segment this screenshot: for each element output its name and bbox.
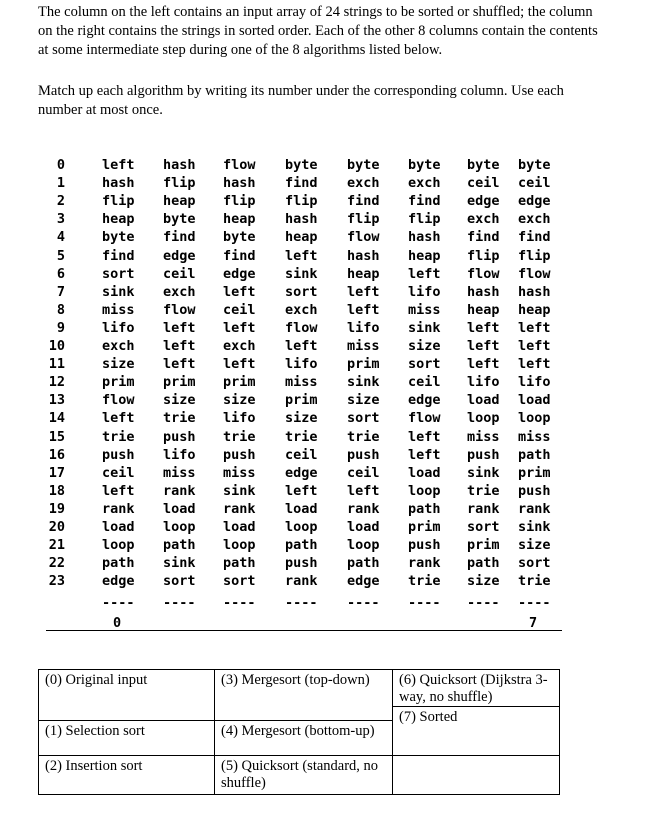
- string-cell: flip: [467, 247, 500, 264]
- string-cell: edge: [518, 193, 551, 210]
- row-index: 4: [56, 229, 65, 246]
- string-cell: flip: [223, 193, 256, 210]
- string-cell: trie: [223, 428, 256, 445]
- string-cell: prim: [163, 374, 196, 391]
- strings-table: [0, 156, 671, 631]
- string-cell: trie: [347, 428, 380, 445]
- string-cell: edge: [408, 392, 441, 409]
- string-cell: push: [102, 446, 135, 463]
- string-cell: lifo: [102, 319, 135, 336]
- string-cell: find: [408, 193, 441, 210]
- string-cell: miss: [408, 301, 441, 318]
- string-cell: heap: [163, 193, 196, 210]
- string-cell: flow: [163, 301, 196, 318]
- row-index: 17: [48, 464, 65, 481]
- string-cell: heap: [102, 211, 135, 228]
- string-cell: lifo: [285, 356, 318, 373]
- legend-empty-cell: [393, 756, 560, 795]
- string-cell: left: [347, 301, 380, 318]
- string-cell: edge: [467, 193, 500, 210]
- string-cell: size: [518, 537, 551, 554]
- column-dashes: ----: [223, 595, 256, 612]
- string-cell: exch: [102, 338, 135, 354]
- string-cell: rank: [408, 555, 441, 572]
- row-index: 22: [48, 555, 65, 572]
- column-dashes: ----: [518, 595, 551, 612]
- string-cell: path: [408, 500, 441, 517]
- string-cell: byte: [518, 157, 551, 173]
- string-cell: load: [223, 519, 256, 535]
- string-cell: sort: [223, 573, 256, 590]
- string-cell: exch: [285, 301, 318, 318]
- string-cell: miss: [102, 301, 135, 318]
- string-cell: ceil: [408, 374, 441, 391]
- string-cell: left: [518, 319, 551, 336]
- string-cell: push: [467, 446, 500, 463]
- row-index: 9: [56, 319, 65, 336]
- string-cell: sink: [285, 265, 318, 282]
- string-cell: flow: [347, 229, 380, 246]
- row-index: 19: [48, 500, 65, 517]
- string-cell: ceil: [467, 175, 500, 192]
- string-cell: miss: [467, 428, 500, 445]
- legend-original-input: (0) Original input: [39, 670, 215, 721]
- string-cell: trie: [163, 410, 196, 427]
- string-cell: heap: [518, 301, 551, 318]
- string-cell: prim: [102, 374, 135, 391]
- string-cell: heap: [223, 211, 256, 228]
- string-cell: path: [347, 555, 380, 572]
- string-cell: loop: [102, 537, 135, 554]
- string-cell: hash: [223, 175, 256, 192]
- column-dashes: ----: [347, 595, 380, 612]
- row-index: 11: [48, 356, 65, 373]
- string-cell: flip: [518, 247, 551, 264]
- string-cell: trie: [518, 573, 551, 590]
- string-cell: sink: [347, 374, 380, 391]
- string-cell: hash: [163, 157, 196, 173]
- string-cell: loop: [285, 519, 318, 535]
- string-cell: load: [285, 500, 318, 517]
- row-index: 14: [48, 410, 65, 427]
- string-cell: left: [518, 338, 551, 354]
- string-cell: sort: [518, 555, 551, 572]
- algorithm-legend: [38, 669, 560, 795]
- string-cell: loop: [163, 519, 196, 535]
- string-cell: rank: [467, 500, 500, 517]
- string-cell: path: [285, 537, 318, 554]
- string-cell: sink: [408, 319, 441, 336]
- instructions-paragraph-2: Match up each algorithm by writing its number under the corresponding column. Use each number at most once.: [38, 83, 564, 118]
- string-cell: byte: [285, 157, 318, 173]
- string-cell: left: [408, 428, 441, 445]
- string-cell: left: [347, 283, 380, 300]
- row-index: 1: [56, 175, 65, 192]
- string-cell: flow: [102, 392, 135, 409]
- string-cell: find: [467, 229, 500, 246]
- string-cell: byte: [467, 157, 500, 173]
- row-index: 7: [56, 283, 65, 300]
- legend-sorted: (7) Sorted: [393, 706, 559, 726]
- string-cell: left: [467, 319, 500, 336]
- row-index: 18: [48, 482, 65, 499]
- string-cell: lifo: [518, 374, 551, 391]
- string-cell: size: [347, 392, 380, 409]
- string-cell: flow: [223, 157, 256, 173]
- string-cell: byte: [102, 229, 135, 246]
- string-cell: left: [163, 319, 196, 336]
- string-cell: push: [408, 537, 441, 554]
- string-cell: miss: [223, 464, 256, 481]
- string-cell: loop: [347, 537, 380, 554]
- string-cell: sink: [518, 519, 551, 535]
- string-cell: heap: [285, 229, 318, 246]
- legend-mergesort-bottom-up: (4) Mergesort (bottom-up): [215, 721, 393, 756]
- row-index: 3: [56, 211, 65, 228]
- string-cell: find: [285, 175, 318, 192]
- string-cell: byte: [347, 157, 380, 173]
- string-cell: sink: [223, 482, 256, 499]
- string-cell: trie: [408, 573, 441, 590]
- string-cell: push: [163, 428, 196, 445]
- string-cell: miss: [285, 374, 318, 391]
- column-dashes: ----: [163, 595, 196, 612]
- string-cell: left: [408, 265, 441, 282]
- divider-rule: [46, 630, 562, 631]
- string-cell: byte: [223, 229, 256, 246]
- string-cell: rank: [518, 500, 551, 517]
- string-cell: size: [408, 338, 441, 354]
- column-dashes: ----: [285, 595, 318, 612]
- row-index: 12: [48, 374, 65, 391]
- string-cell: loop: [518, 410, 551, 427]
- string-cell: sort: [347, 410, 380, 427]
- row-index: 8: [56, 301, 65, 318]
- row-index: 5: [56, 247, 65, 264]
- string-cell: size: [223, 392, 256, 409]
- string-cell: left: [467, 356, 500, 373]
- string-cell: exch: [518, 211, 551, 228]
- string-cell: edge: [223, 265, 256, 282]
- string-cell: rank: [285, 573, 318, 590]
- string-cell: flow: [408, 410, 441, 427]
- string-cell: load: [467, 392, 500, 409]
- string-cell: hash: [518, 283, 551, 300]
- string-cell: prim: [408, 519, 441, 535]
- string-cell: exch: [408, 175, 441, 192]
- string-cell: path: [102, 555, 135, 572]
- string-cell: size: [102, 356, 135, 373]
- string-cell: ceil: [347, 464, 380, 481]
- instructions-paragraph-1: The column on the left contains an input array of 24 strings to be sorted or shuffled; the column on the right contains the strings in sorted order. Each of the other 8 columns contain the contents at some intermediate step during one of the 8 algorithms listed below.: [38, 4, 598, 58]
- string-cell: flow: [467, 265, 500, 282]
- row-index: 13: [48, 392, 65, 409]
- string-cell: left: [163, 356, 196, 373]
- string-cell: sort: [163, 573, 196, 590]
- string-cell: load: [163, 500, 196, 517]
- string-cell: load: [518, 392, 551, 409]
- string-cell: loop: [223, 537, 256, 554]
- string-cell: size: [285, 410, 318, 427]
- row-index: 10: [48, 338, 65, 354]
- string-cell: sort: [408, 356, 441, 373]
- legend-quicksort-3way-cell: [393, 670, 560, 756]
- column-dashes: ----: [102, 595, 135, 612]
- string-cell: ceil: [163, 265, 196, 282]
- row-index: 0: [56, 157, 65, 173]
- string-cell: flip: [285, 193, 318, 210]
- string-cell: rank: [223, 500, 256, 517]
- string-cell: hash: [347, 247, 380, 264]
- string-cell: heap: [467, 301, 500, 318]
- string-cell: hash: [102, 175, 135, 192]
- string-cell: find: [347, 193, 380, 210]
- string-cell: left: [467, 338, 500, 354]
- string-cell: push: [518, 482, 551, 499]
- string-cell: load: [347, 519, 380, 535]
- string-cell: edge: [163, 247, 196, 264]
- string-cell: heap: [408, 247, 441, 264]
- string-cell: sink: [102, 283, 135, 300]
- string-cell: flow: [518, 265, 551, 282]
- string-cell: left: [347, 482, 380, 499]
- string-cell: lifo: [223, 410, 256, 427]
- row-index: 21: [48, 537, 65, 554]
- string-cell: hash: [408, 229, 441, 246]
- string-cell: find: [163, 229, 196, 246]
- string-cell: size: [467, 573, 500, 590]
- string-cell: find: [518, 229, 551, 246]
- string-cell: push: [285, 555, 318, 572]
- legend-quicksort-3way: (6) Quicksort (Dijkstra 3-way, no shuffle): [399, 672, 548, 705]
- string-cell: prim: [347, 356, 380, 373]
- string-cell: rank: [163, 482, 196, 499]
- string-cell: trie: [102, 428, 135, 445]
- string-cell: left: [102, 410, 135, 427]
- string-cell: flip: [163, 175, 196, 192]
- string-cell: left: [518, 356, 551, 373]
- string-cell: hash: [467, 283, 500, 300]
- string-cell: exch: [467, 211, 500, 228]
- string-cell: left: [102, 157, 135, 173]
- string-cell: edge: [347, 573, 380, 590]
- row-index: 15: [48, 428, 65, 445]
- string-cell: trie: [467, 482, 500, 499]
- string-cell: ceil: [223, 301, 256, 318]
- string-cell: ceil: [518, 175, 551, 192]
- row-index: 16: [48, 446, 65, 463]
- string-cell: path: [518, 446, 551, 463]
- string-cell: left: [223, 356, 256, 373]
- string-cell: sink: [467, 464, 500, 481]
- string-cell: miss: [163, 464, 196, 481]
- string-cell: exch: [163, 283, 196, 300]
- string-cell: prim: [223, 374, 256, 391]
- string-cell: sort: [467, 519, 500, 535]
- string-cell: sort: [285, 283, 318, 300]
- string-cell: byte: [163, 211, 196, 228]
- string-cell: left: [408, 446, 441, 463]
- string-cell: left: [285, 482, 318, 499]
- string-cell: miss: [347, 338, 380, 354]
- string-cell: trie: [285, 428, 318, 445]
- string-cell: left: [223, 283, 256, 300]
- string-cell: edge: [285, 464, 318, 481]
- string-cell: hash: [285, 211, 318, 228]
- legend-selection-sort: (1) Selection sort: [39, 721, 215, 756]
- string-cell: flip: [347, 211, 380, 228]
- string-cell: find: [223, 247, 256, 264]
- string-cell: lifo: [408, 283, 441, 300]
- string-cell: path: [467, 555, 500, 572]
- string-cell: load: [408, 464, 441, 481]
- string-cell: ceil: [285, 446, 318, 463]
- string-cell: lifo: [163, 446, 196, 463]
- string-cell: sink: [163, 555, 196, 572]
- string-cell: exch: [347, 175, 380, 192]
- string-cell: find: [102, 247, 135, 264]
- string-cell: push: [347, 446, 380, 463]
- column-answer[interactable]: 7: [529, 614, 538, 631]
- legend-insertion-sort: (2) Insertion sort: [39, 756, 215, 795]
- string-cell: flip: [102, 193, 135, 210]
- string-cell: left: [285, 338, 318, 354]
- string-cell: byte: [408, 157, 441, 173]
- string-cell: rank: [347, 500, 380, 517]
- string-cell: path: [223, 555, 256, 572]
- row-index: 20: [48, 519, 65, 535]
- legend-quicksort-standard: (5) Quicksort (standard, no shuffle): [215, 756, 393, 795]
- column-dashes: ----: [408, 595, 441, 612]
- string-cell: lifo: [347, 319, 380, 336]
- column-answer[interactable]: 0: [113, 614, 122, 631]
- string-cell: path: [163, 537, 196, 554]
- column-dashes: ----: [467, 595, 500, 612]
- string-cell: prim: [467, 537, 500, 554]
- string-cell: size: [163, 392, 196, 409]
- row-index: 6: [56, 265, 65, 282]
- legend-mergesort-top-down: (3) Mergesort (top-down): [215, 670, 393, 721]
- string-cell: load: [102, 519, 135, 535]
- string-cell: exch: [223, 338, 256, 354]
- string-cell: lifo: [467, 374, 500, 391]
- string-cell: edge: [102, 573, 135, 590]
- string-cell: left: [285, 247, 318, 264]
- string-cell: ceil: [102, 464, 135, 481]
- string-cell: heap: [347, 265, 380, 282]
- string-cell: flow: [285, 319, 318, 336]
- string-cell: flip: [408, 211, 441, 228]
- row-index: 23: [48, 573, 65, 590]
- string-cell: push: [223, 446, 256, 463]
- string-cell: miss: [518, 428, 551, 445]
- string-cell: loop: [408, 482, 441, 499]
- string-cell: loop: [467, 410, 500, 427]
- string-cell: sort: [102, 265, 135, 282]
- string-cell: left: [223, 319, 256, 336]
- string-cell: prim: [285, 392, 318, 409]
- string-cell: prim: [518, 464, 551, 481]
- string-cell: rank: [102, 500, 135, 517]
- string-cell: left: [163, 338, 196, 354]
- string-cell: left: [102, 482, 135, 499]
- row-index: 2: [56, 193, 65, 210]
